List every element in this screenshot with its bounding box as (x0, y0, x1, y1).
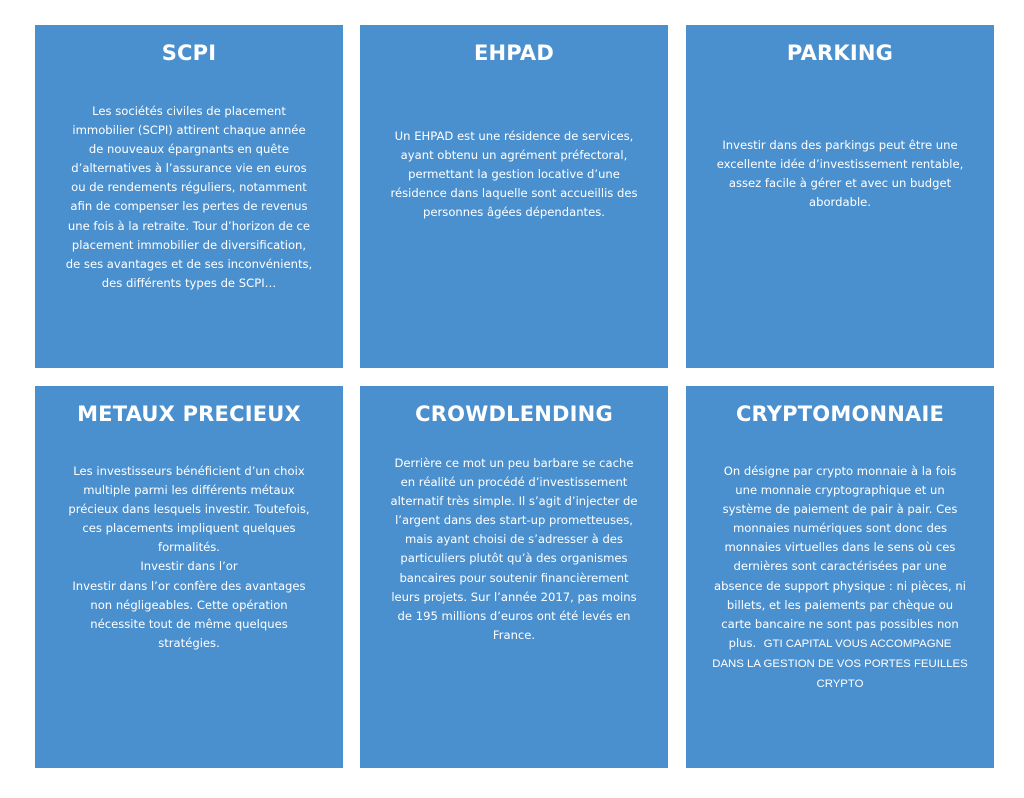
card-cta-text: GTI CAPITAL VOUS ACCOMPAGNE DANS LA GESTION DE VOS PORTES FEUILLES CRYPTO (712, 637, 968, 691)
card-description: Investir dans des parkings peut être une excellente idée d’investissement rentable, assez facile à gérer et avec un budget abordable. (716, 138, 964, 210)
card-subheading: Investir dans l’or (140, 559, 238, 574)
card-description-text: On désigne par crypto monnaie à la fois une monnaie cryptographique et un système de paiement de pair à pair. Ces monnaies numériques sont donc des monnaies virtuelles dans le sens où ces dernières sont caractérisées par une absence de support physique : ni pièces, ni billets, et les paiements par chèque ou carte bancaire ne sont pas possibles non plus. (714, 464, 966, 650)
card-body (716, 136, 964, 212)
card-ehpad (360, 25, 668, 368)
card-cryptomonnaie (686, 386, 994, 768)
card-body (390, 127, 638, 222)
card-description: Les sociétés civiles de placement immobilier (SCPI) attirent chaque année de nouveaux épargnants en quête d’alternatives à l’assurance vie en euros ou de rendements réguliers, notamment afin de compenser les pertes de revenus une fois à la retraite. Tour d’horizon de ce placement immobilier de diversification, de ses avantages et de ses inconvénients, des différents types de SCPI… (65, 104, 313, 290)
card-title: METAUX PRECIEUX (77, 402, 301, 426)
card-metaux-precieux (35, 386, 343, 768)
card-description-continued: Investir dans l’or confère des avantages non négligeables. Cette opération nécessite tout de même quelques stratégies. (72, 578, 306, 650)
card-description: Derrière ce mot un peu barbare se cache en réalité un procédé d’investissement alternatif très simple. Il s’agit d’injecter de l’argent dans des start-up prometteuses, mais ayant choisi de s’adresser à des particuliers plutôt qu’à des organismes bancaires pour soutenir financièrement leurs projets. Sur l’année 2017, pas moins de 195 millions d’euros ont été levés en France. (390, 456, 638, 642)
card-title: PARKING (786, 41, 894, 65)
card-crowdlending (360, 386, 668, 768)
card-title: EHPAD (473, 41, 555, 65)
card-body (712, 462, 968, 694)
card-title: SCPI (161, 41, 217, 65)
card-title: CROWDLENDING (415, 402, 613, 426)
card-body (65, 462, 313, 653)
card-parking (686, 25, 994, 368)
card-body (390, 454, 638, 645)
card-title: CRYPTOMONNAIE (735, 402, 945, 426)
card-scpi (35, 25, 343, 368)
card-body (65, 102, 313, 293)
card-description (712, 462, 968, 694)
card-description: Les investisseurs bénéficient d’un choix multiple parmi les différents métaux précieux dans lesquels investir. Toutefois, ces placements impliquent quelques formalités. (68, 464, 310, 555)
card-description: Un EHPAD est une résidence de services, ayant obtenu un agrément préfectoral, permettant la gestion locative d’une résidence dans laquelle sont accueillis des personnes âgées dépendantes. (390, 129, 638, 220)
